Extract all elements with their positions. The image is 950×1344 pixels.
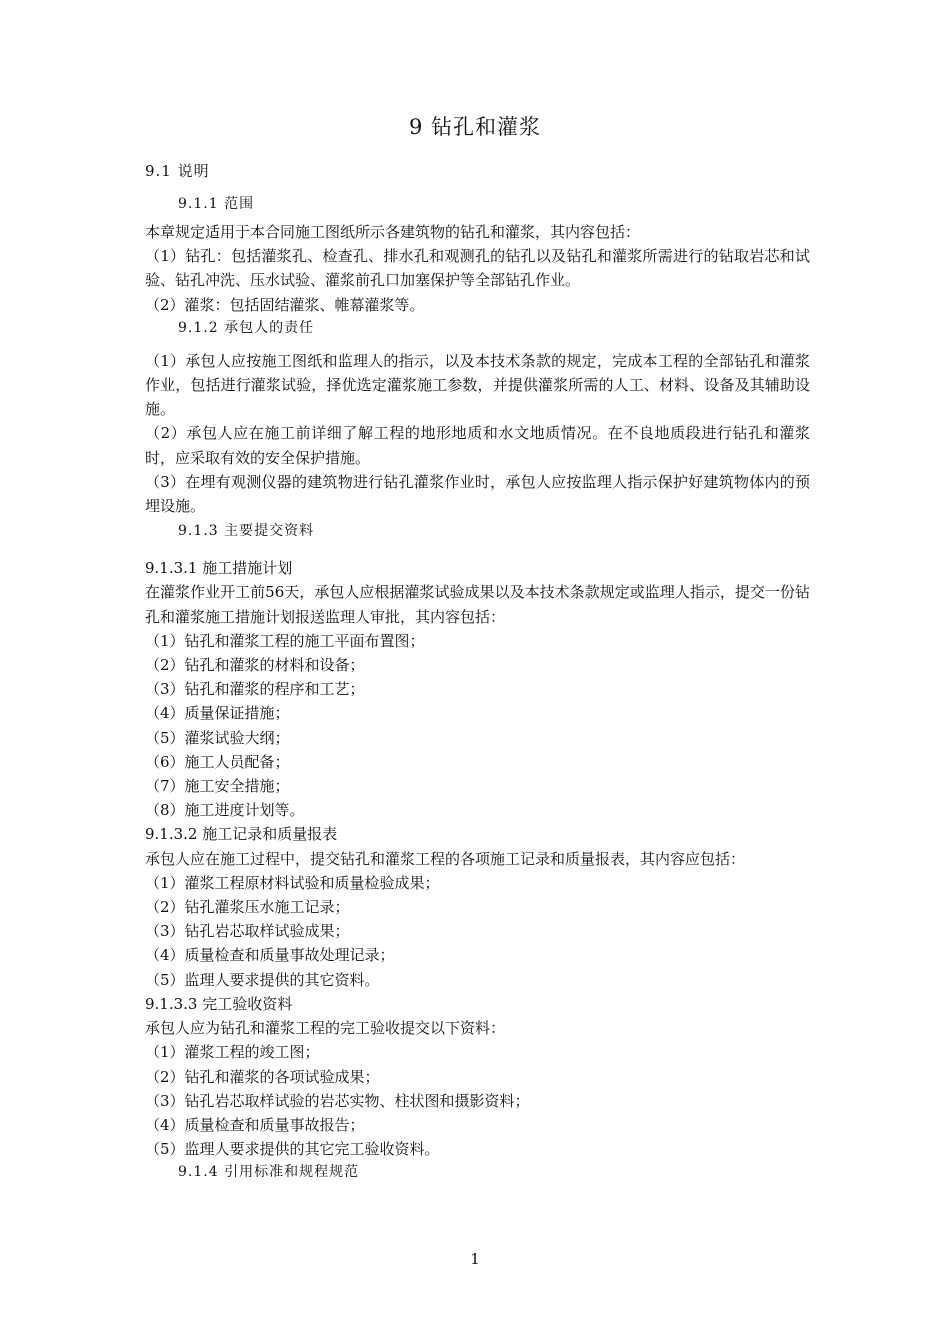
list-item: （1）承包人应按施工图纸和监理人的指示，以及本技术条款的规定，完成本工程的全部钻孔和灌浆作业，包括进行灌浆试验，择优选定灌浆施工参数，并提供灌浆所需的人工、材料、设备及其辅助设施。: [145, 351, 810, 419]
list-item: （4）质量检查和质量事故报告；: [145, 1115, 365, 1134]
list-item: （3）在埋有观测仪器的建筑物进行钻孔灌浆作业时，承包人应按监理人指示保护好建筑物体内的预埋设施。: [145, 472, 810, 516]
list-item: （6）施工人员配备；: [145, 752, 290, 771]
list-item: （7）施工安全措施；: [145, 777, 290, 796]
list-item: （2）钻孔灌浆压水施工记录；: [145, 898, 350, 917]
list-item: （2）钻孔和灌浆的各项试验成果；: [145, 1067, 380, 1086]
list-item: （1）钻孔：包括灌浆孔、检查孔、排水孔和观测孔的钻孔以及钻孔和灌浆所需进行的钻取岩芯和试验、钻孔冲洗、压水试验、灌浆前孔口加塞保护等全部钻孔作业。: [145, 247, 810, 290]
chapter-title: 9 钻孔和灌浆: [408, 115, 542, 139]
list-item: （5）监理人要求提供的其它完工验收资料。: [145, 1140, 440, 1159]
section-heading-9-1: 9.1 说明: [145, 162, 210, 180]
list-item: （1）钻孔和灌浆工程的施工平面布置图；: [145, 631, 425, 650]
list-item: （4）质量保证措施；: [145, 704, 290, 723]
section-heading-9-1-3-1: 9.1.3.1 施工措施计划: [145, 559, 293, 578]
list-item: （2）承包人应在施工前详细了解工程的地形地质和水文地质情况。在不良地质段进行钻孔和灌浆时，应采取有效的安全保护措施。: [145, 424, 810, 467]
paragraph: 在灌浆作业开工前56天，承包人应根据灌浆试验成果以及本技术条款规定或监理人指示，提交一份钻孔和灌浆施工措施计划报送监理人审批，其内容包括：: [145, 583, 810, 626]
list-item: （5）灌浆试验大纲；: [145, 728, 290, 747]
list-item: （3）钻孔岩芯取样试验成果；: [145, 922, 350, 941]
section-heading-9-1-3: 9.1.3 主要提交资料: [178, 523, 315, 540]
document-body: [145, 158, 810, 1187]
list-item: （2）灌浆：包括固结灌浆、帷幕灌浆等。: [145, 295, 425, 314]
list-item: （3）钻孔岩芯取样试验的岩芯实物、柱状图和摄影资料；: [145, 1091, 530, 1110]
section-heading-9-1-3-2: 9.1.3.2 施工记录和质量报表: [145, 825, 338, 844]
paragraph: 本章规定适用于本合同施工图纸所示各建筑物的钻孔和灌浆，其内容包括：: [145, 223, 641, 241]
paragraph: 承包人应在施工过程中，提交钻孔和灌浆工程的各项施工记录和质量报表，其内容应包括：: [145, 849, 746, 868]
list-item: （1）灌浆工程的竣工图；: [145, 1043, 320, 1062]
list-item: （3）钻孔和灌浆的程序和工艺；: [145, 680, 365, 699]
list-item: （2）钻孔和灌浆的材料和设备；: [145, 656, 365, 675]
list-item: （8）施工进度计划等。: [145, 801, 305, 820]
section-heading-9-1-3-3: 9.1.3.3 完工验收资料: [145, 994, 293, 1013]
paragraph: 承包人应为钻孔和灌浆工程的完工验收提交以下资料：: [145, 1019, 506, 1038]
list-item: （4）质量检查和质量事故处理记录；: [145, 946, 395, 965]
page-number: 1: [470, 1250, 480, 1268]
section-heading-9-1-4: 9.1.4 引用标准和规程规范: [178, 1164, 360, 1181]
section-heading-9-1-1: 9.1.1 范围: [178, 196, 255, 212]
section-heading-9-1-2: 9.1.2 承包人的责任: [178, 319, 315, 336]
list-item: （1）灌浆工程原材料试验和质量检验成果；: [145, 873, 440, 892]
list-item: （5）监理人要求提供的其它资料。: [145, 970, 380, 989]
